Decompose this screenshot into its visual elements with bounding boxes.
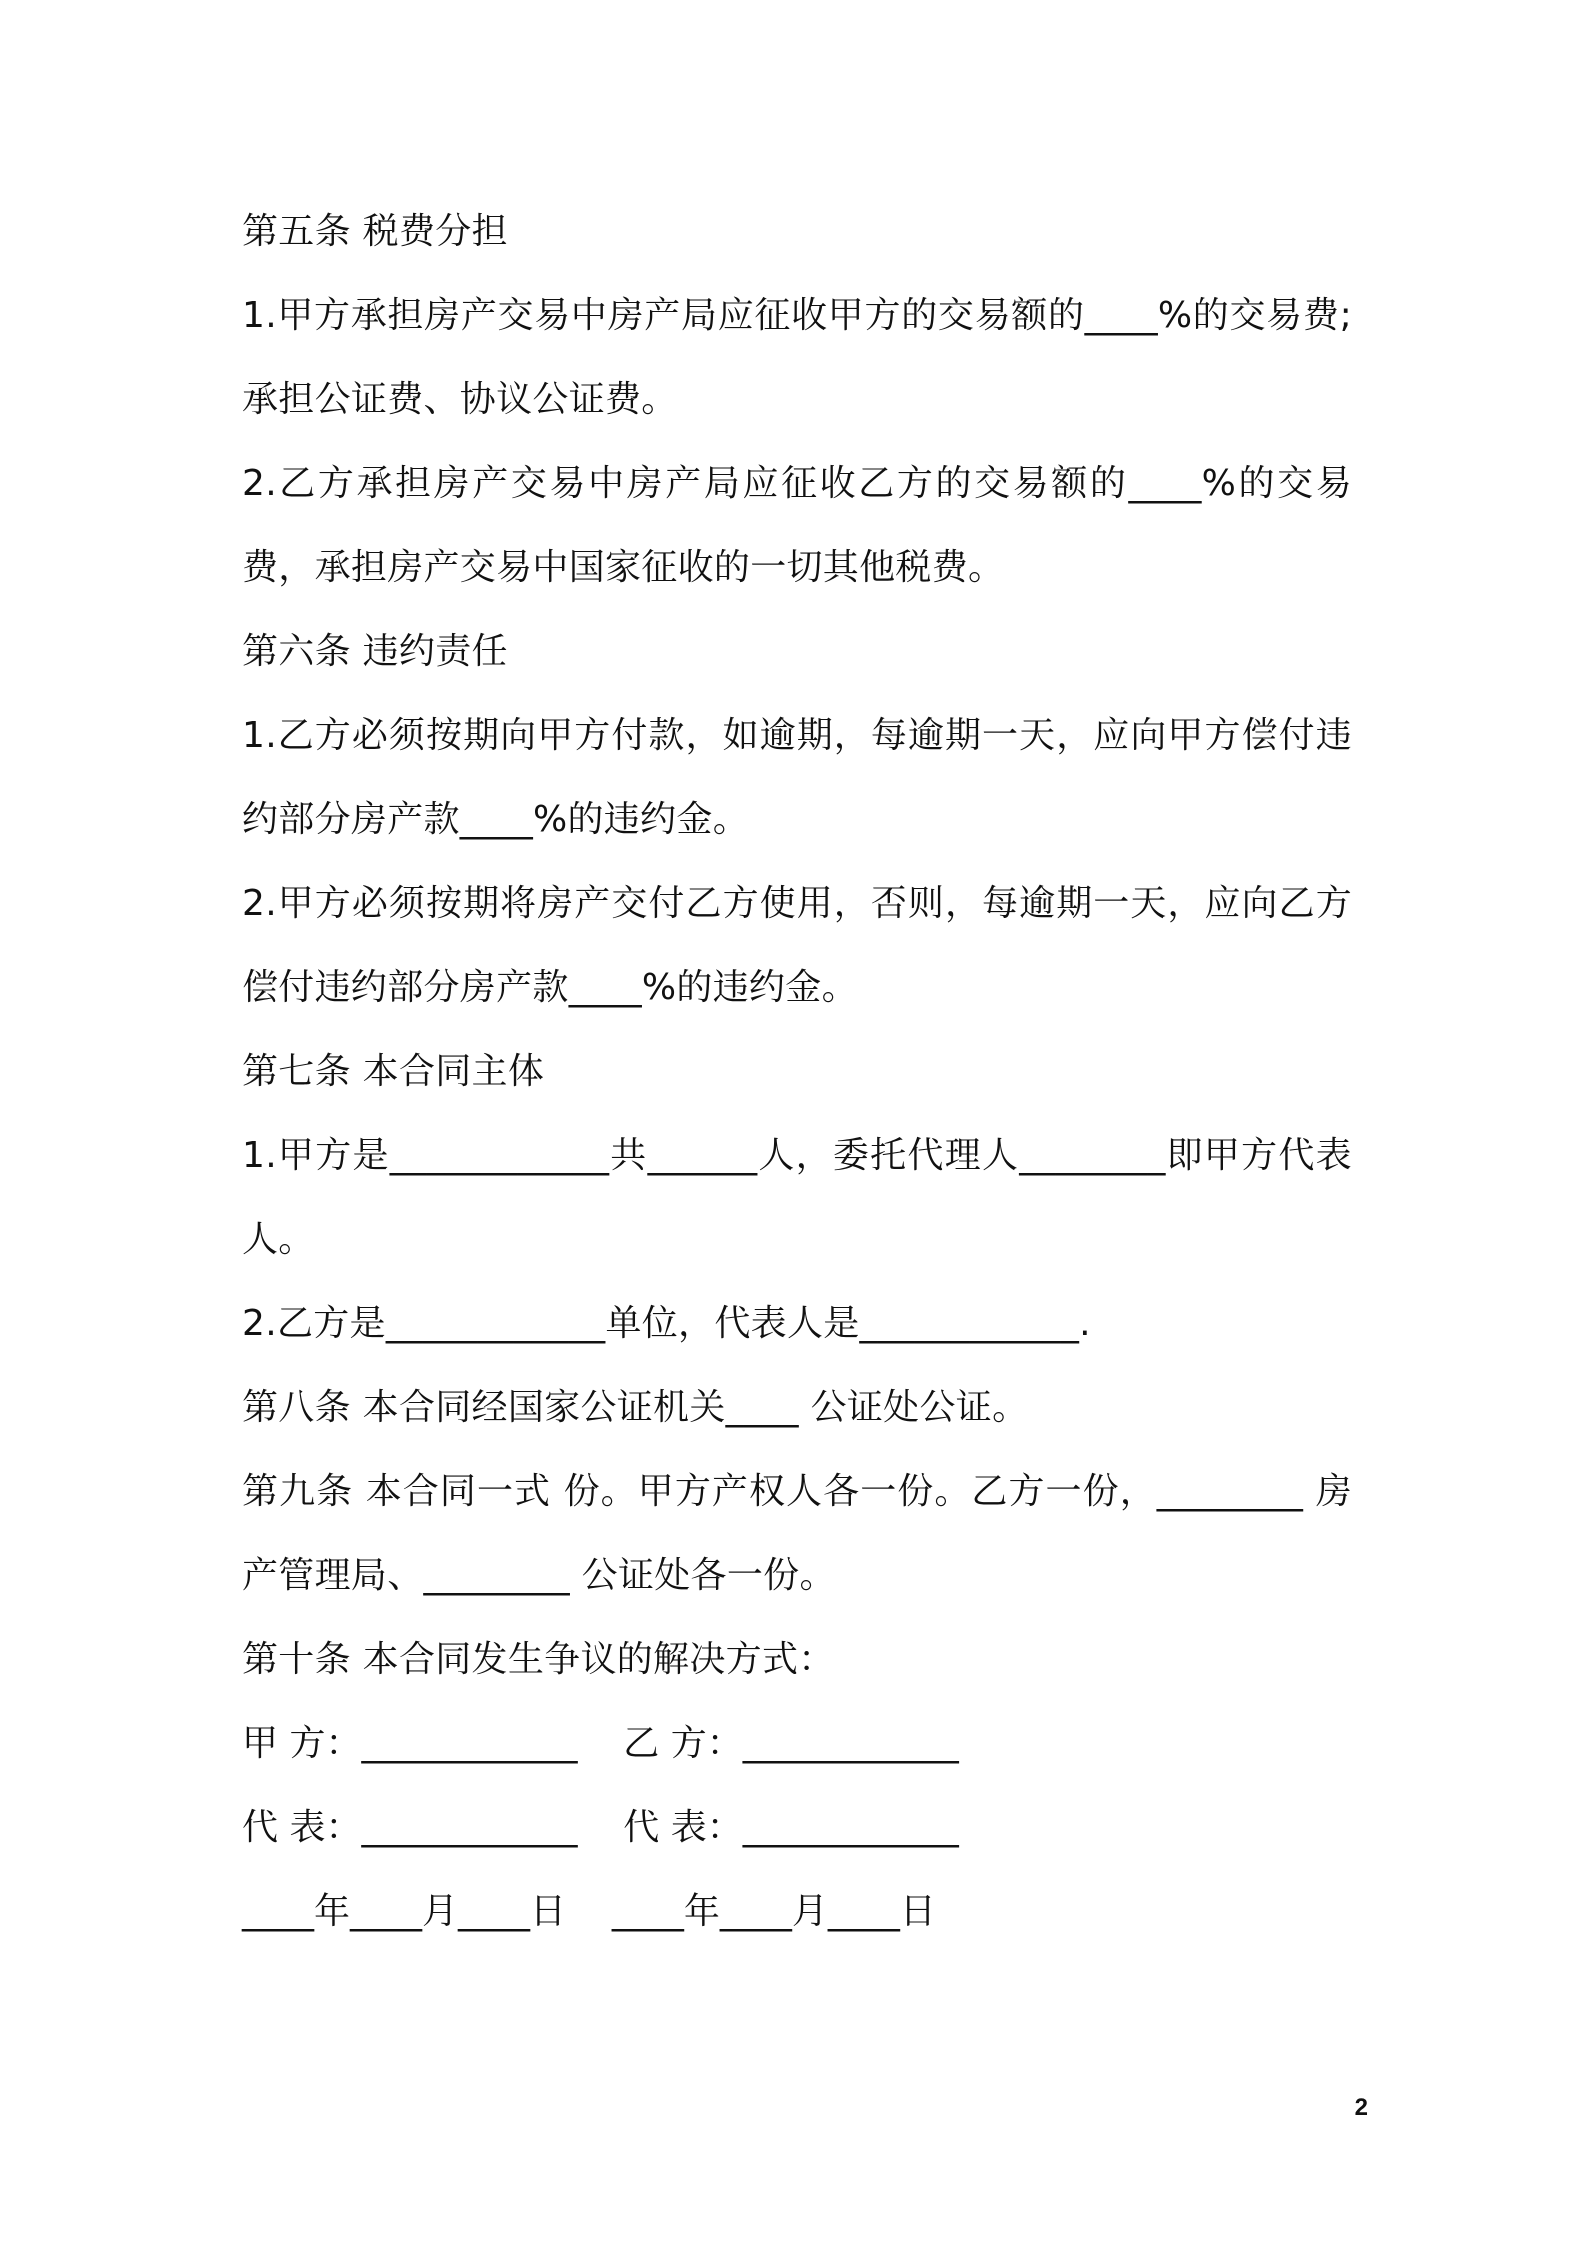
article6-item1: 1.乙方必须按期向甲方付款，如逾期，每逾期一天，应向甲方偿付违约部分房产款____%的违约金。 (242, 715, 1352, 840)
document-body (242, 190, 1352, 1954)
rep-b-field: 代 表：____________ (623, 1807, 959, 1848)
article5-item1: 1.甲方承担房产交易中房产局应征收甲方的交易额的____%的交易费;承担公证费、协议公证费。 (242, 295, 1352, 420)
article9-text: 第九条 本合同一式 份。甲方产权人各一份。乙方一份，________ 房产管理局、________ 公证处各一份。 (242, 1471, 1352, 1596)
party-a-field: 甲 方：____________ (242, 1723, 578, 1764)
party-b-field: 乙 方：____________ (623, 1723, 959, 1764)
article6-heading: 第六条 违约责任 (242, 631, 508, 672)
article5-heading: 第五条 税费分担 (242, 211, 508, 252)
page-number: 2 (1354, 2094, 1368, 2121)
article8-text: 第八条 本合同经国家公证机关____ 公证处公证。 (242, 1387, 1029, 1428)
signature-row-party (242, 1702, 1352, 1786)
date-a-field: ____年____月____日 (242, 1891, 567, 1932)
article6-item2: 2.甲方必须按期将房产交付乙方使用，否则，每逾期一天，应向乙方偿付违约部分房产款____%的违约金。 (242, 883, 1352, 1008)
article10-text: 第十条 本合同发生争议的解决方式： (242, 1639, 835, 1680)
date-b-field: ____年____月____日 (611, 1891, 936, 1932)
article7-item2: 2.乙方是____________单位，代表人是____________. (242, 1303, 1091, 1344)
article7-heading: 第七条 本合同主体 (242, 1051, 545, 1092)
article5-item2: 2.乙方承担房产交易中房产局应征收乙方的交易额的____%的交易费，承担房产交易中国家征收的一切其他税费。 (242, 463, 1352, 588)
article7-item1: 1.甲方是____________共______人，委托代理人________即甲方代表人。 (242, 1135, 1352, 1260)
signature-row-rep (242, 1786, 1352, 1870)
rep-a-field: 代 表：____________ (242, 1807, 578, 1848)
signature-row-date (242, 1870, 1352, 1954)
